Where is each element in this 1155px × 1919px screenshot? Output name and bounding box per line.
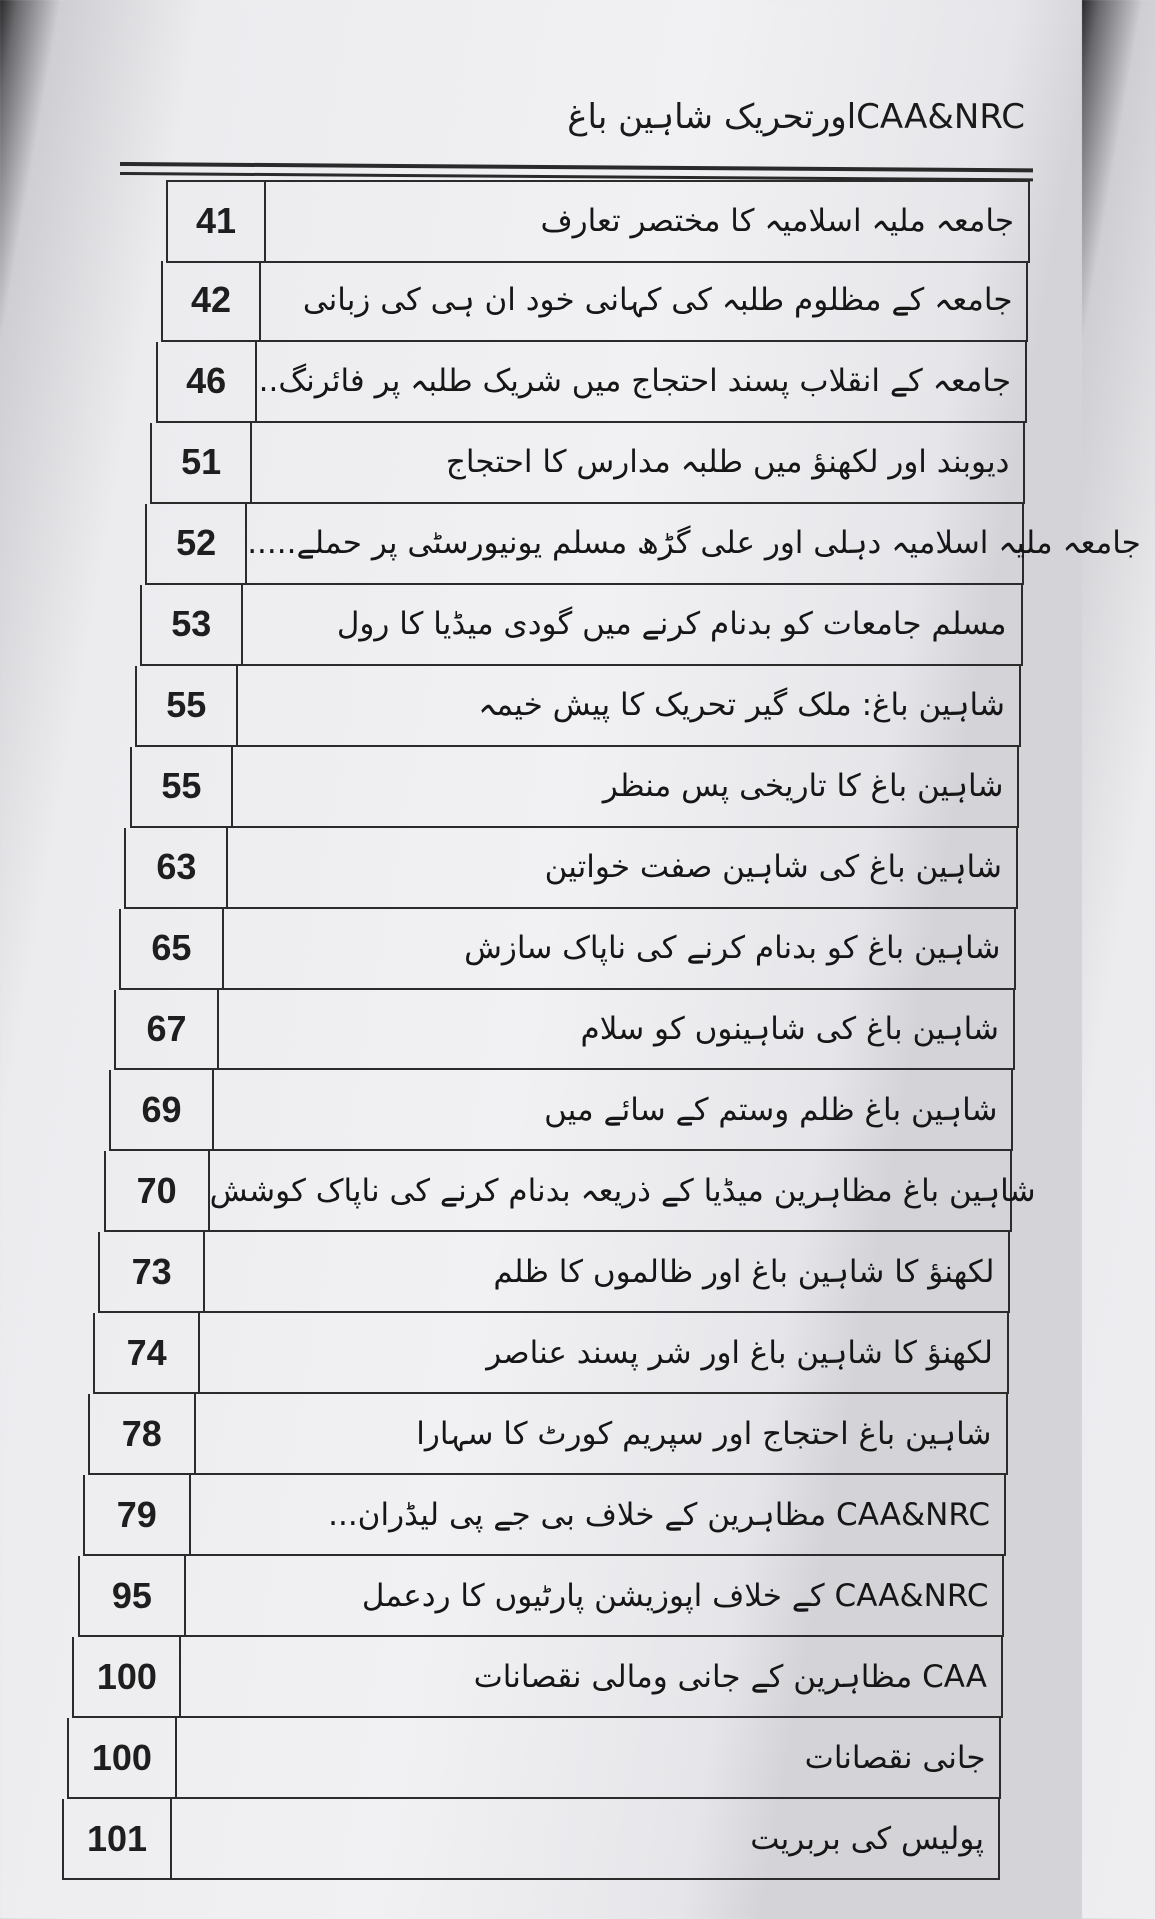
toc-row	[145, 504, 1141, 585]
toc-page-number: 52	[147, 504, 247, 583]
toc-row	[161, 261, 1029, 342]
toc-page-number: 53	[142, 585, 243, 664]
toc-entry-title: CAA&NRC مظاہرین کے خلاف بی جے پی لیڈران...	[328, 1496, 990, 1533]
toc-row	[72, 1637, 1003, 1718]
toc-row	[98, 1232, 1010, 1313]
toc-row	[67, 1718, 1001, 1799]
toc-page-number: 78	[90, 1394, 196, 1473]
toc-page-number: 65	[121, 909, 224, 988]
toc-row	[88, 1394, 1008, 1475]
toc-page-number: 67	[116, 990, 219, 1069]
toc-row	[114, 990, 1015, 1071]
toc-entry-title: شاہین باغ کا تاریخی پس منظر	[602, 768, 1004, 805]
toc-row	[135, 666, 1021, 747]
toc-entry-title: جامعہ ملیہ اسلامیہ دہلی اور علی گڑھ مسلم یونیورسٹی پر حملے.....	[247, 525, 1141, 562]
toc-row	[119, 909, 1016, 990]
toc-row	[166, 180, 1030, 263]
toc-page-number: 51	[152, 423, 252, 502]
toc-entry-title: جامعہ ملیہ اسلامیہ کا مختصر تعارف	[540, 203, 1014, 240]
toc-page-number: 63	[126, 828, 228, 907]
toc-entry-title: شاہین باغ مظاہرین میڈیا کے ذریعہ بدنام کرنے کی ناپاک کوشش	[209, 1172, 1036, 1209]
toc-row	[62, 1799, 1000, 1880]
toc-row	[124, 828, 1018, 909]
toc-page-number: 79	[85, 1475, 191, 1554]
toc-entry-title: جامعہ کے مظلوم طلبہ کی کہانی خود ان ہی کی زبانی	[302, 282, 1013, 319]
running-header: CAA&NRCاورتحریک شاہین باغ	[567, 97, 1025, 137]
toc-page-number: 41	[168, 182, 266, 261]
toc-page-number: 70	[106, 1151, 210, 1230]
toc-row	[104, 1151, 1036, 1232]
toc-entry-title: لکھنؤ کا شاہین باغ اور شر پسند عناصر	[486, 1334, 993, 1371]
toc-page-number: 73	[100, 1232, 205, 1311]
toc-entry-title: شاہین باغ کی شاہینوں کو سلام	[580, 1010, 999, 1047]
toc-entry-title: CAA مظاہرین کے جانی ومالی نقصانات	[473, 1658, 987, 1695]
toc-entry-title: شاہین باغ کی شاہین صفت خواتین	[544, 849, 1002, 886]
toc-entry-title: مسلم جامعات کو بدنام کرنے میں گودی میڈیا کا رول	[336, 606, 1007, 643]
toc-page-number: 100	[74, 1637, 181, 1716]
toc-entry-title: شاہین باغ ظلم وستم کے سائے میں	[544, 1091, 998, 1128]
toc-row	[83, 1475, 1006, 1556]
toc-row	[156, 342, 1027, 423]
toc-page-number: 55	[132, 747, 234, 826]
toc-page-number: 101	[64, 1799, 172, 1878]
toc-entry-title: شاہین باغ احتجاج اور سپریم کورٹ کا سہارا	[416, 1415, 992, 1452]
toc-entry-title: شاہین باغ کو بدنام کرنے کی ناپاک سازش	[464, 930, 1001, 967]
toc-entry-title: پولیس کی بربریت	[750, 1820, 984, 1857]
toc-entry-title: جانی نقصانات	[804, 1739, 986, 1776]
toc-entry-title: شاہین باغ: ملک گیر تحریک کا پیش خیمہ	[478, 687, 1005, 724]
toc-entry-title: CAA&NRC کے خلاف اپوزیشن پارٹیوں کا ردعمل	[361, 1577, 989, 1614]
toc-page-number: 95	[80, 1556, 187, 1635]
toc-row	[109, 1070, 1014, 1151]
toc-page-number: 74	[95, 1313, 200, 1392]
toc-row	[93, 1313, 1009, 1394]
toc-entry-title: لکھنؤ کا شاہین باغ اور ظالموں کا ظلم	[493, 1253, 995, 1290]
toc-page-number: 55	[137, 666, 238, 745]
toc-row	[140, 585, 1023, 666]
toc-page-number: 69	[111, 1070, 215, 1149]
toc-page-number: 100	[69, 1718, 177, 1797]
toc-entry-title: جامعہ کے انقلاب پسند احتجاج میں شریک طلبہ پر فائرنگ..	[258, 363, 1011, 400]
toc-entry-title: دیوبند اور لکھنؤ میں طلبہ مدارس کا احتجاج	[445, 444, 1010, 481]
toc-row	[130, 747, 1020, 828]
toc-row	[150, 423, 1025, 504]
toc-page-number: 46	[158, 342, 257, 421]
toc-row	[78, 1556, 1005, 1637]
toc-page-number: 42	[163, 261, 262, 340]
